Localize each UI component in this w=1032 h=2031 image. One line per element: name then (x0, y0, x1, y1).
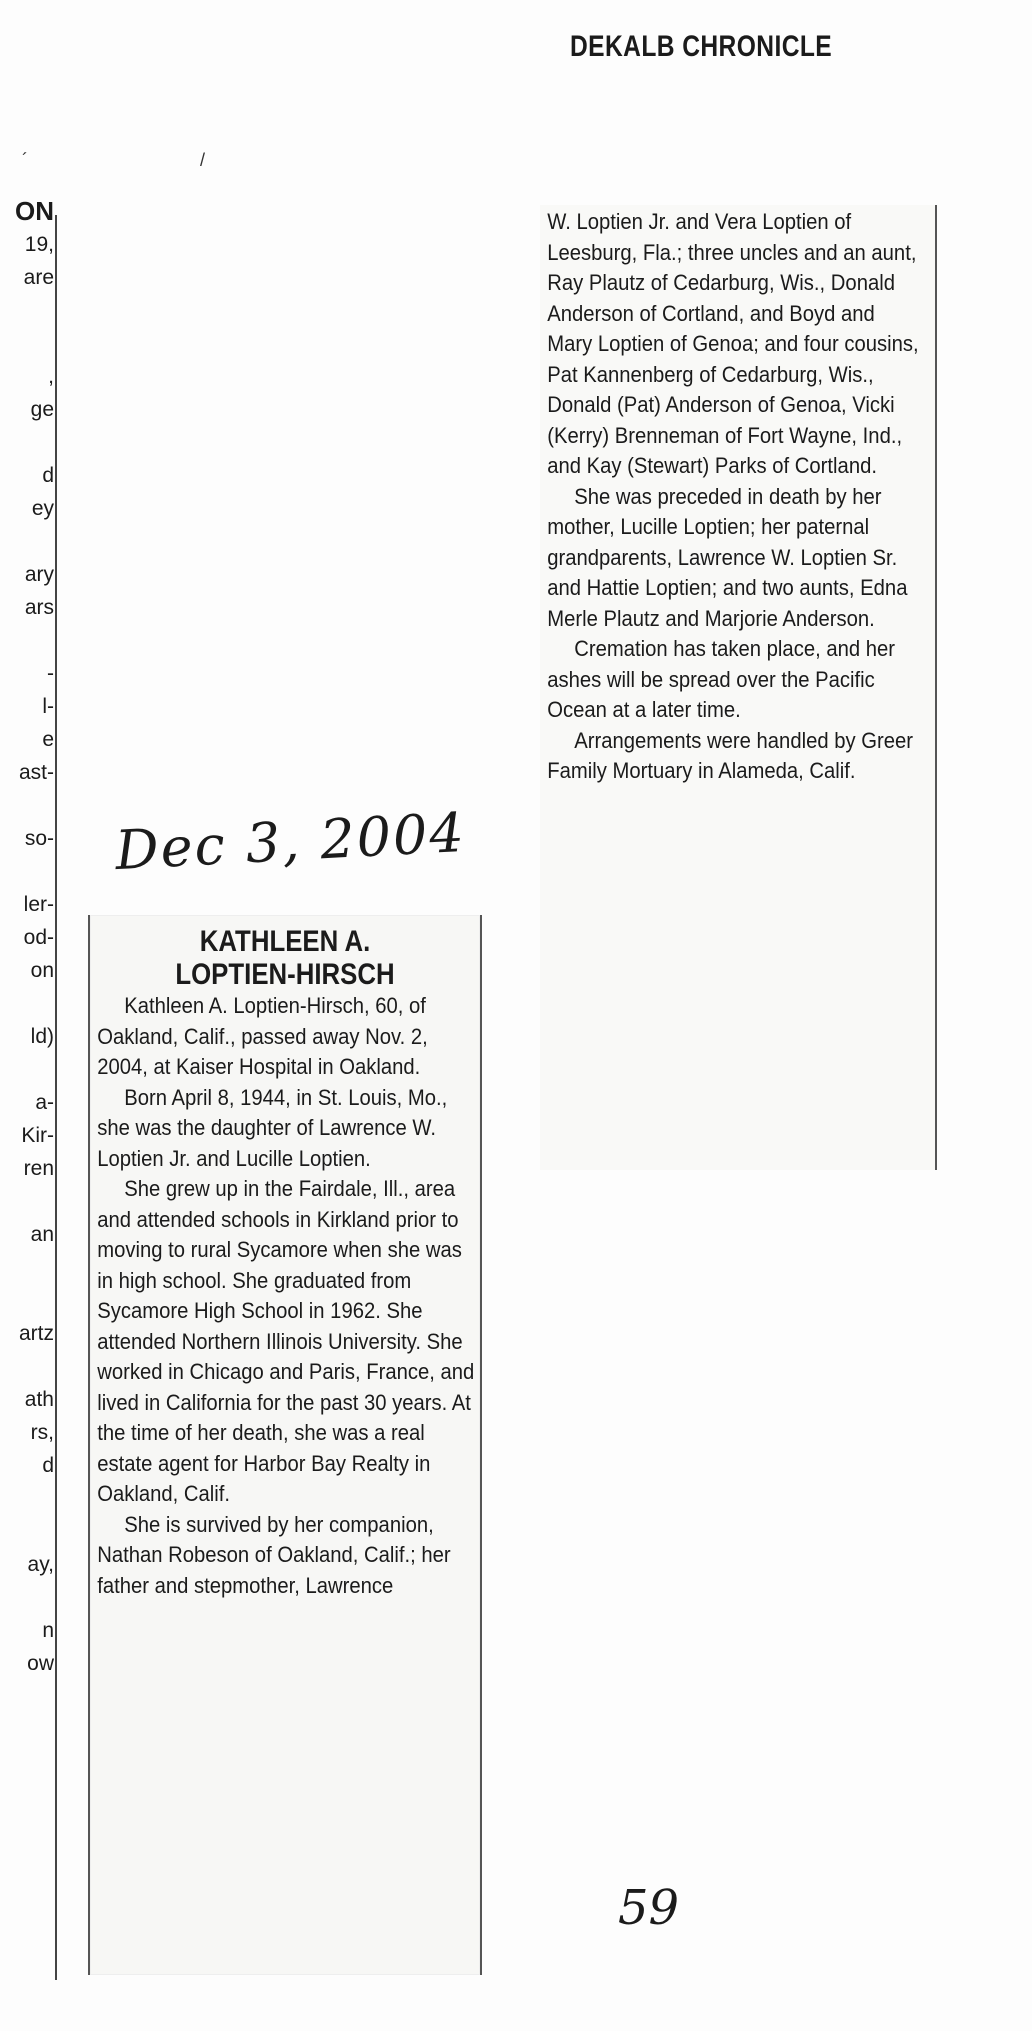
left-fragment: so- (24, 827, 54, 850)
left-fragment: are (23, 266, 54, 289)
obituary-continued-body (540, 205, 934, 787)
left-fragment: Kir- (21, 1124, 54, 1147)
left-fragment: ld) (30, 1025, 54, 1048)
left-fragment: ast- (18, 761, 54, 784)
left-fragment (0, 1251, 54, 1284)
obituary-body (90, 991, 484, 1601)
left-fragment: a- (35, 1091, 54, 1114)
left-fragment (0, 1482, 54, 1515)
left-fragment (0, 1515, 54, 1548)
obituary-title-line2: LOPTIEN-HIRSCH (175, 958, 395, 991)
left-fragment (0, 1284, 54, 1317)
obituary-paragraph: She grew up in the Fairdale, Ill., area and attended schools in Kirkland prior to moving to rural Sycamore when she was in high school. She graduated from Sycamore High School in 1962. She attended Northern Illinois University. She worked in Chicago and Paris, France, and lived in California for the past 30 years. At the time of her death, she was a real estate agent for Harbor Bay Realty in Oakland, Calif. (97, 1176, 475, 1506)
obituary-paragraph: She is survived by her companion, Nathan Robeson of Oakland, Calif.; her father and stepmother, Lawrence (97, 1511, 451, 1598)
left-fragment (0, 789, 54, 822)
column-rule (55, 215, 57, 1980)
left-fragment (0, 624, 54, 657)
left-fragment: 19, (24, 233, 54, 256)
obituary-paragraph: Arrangements were handled by Greer Family Mortuary in Alameda, Calif. (547, 727, 914, 783)
left-fragment: ay, (27, 1553, 54, 1576)
left-fragment (0, 1053, 54, 1086)
left-fragment: d (42, 464, 54, 487)
left-fragment: ars (24, 596, 54, 619)
left-fragment: an (30, 1223, 54, 1246)
left-fragment: od- (23, 926, 54, 949)
obituary-paragraph: Kathleen A. Loptien-Hirsch, 60, of Oakland, Calif., passed away Nov. 2, 2004, at Kaiser Hospital in Oakland. (97, 993, 428, 1079)
left-fragment: - (47, 662, 54, 685)
left-fragment: ren (23, 1157, 54, 1180)
left-fragment: ow (27, 1652, 54, 1675)
left-fragment: ey (31, 497, 54, 520)
left-fragment: e (42, 728, 54, 751)
left-fragment (0, 1581, 54, 1614)
left-fragment: ler- (23, 893, 54, 916)
left-fragment: ary (24, 563, 54, 586)
clipped-left-column (0, 195, 54, 1680)
left-fragment: ge (30, 398, 54, 421)
obituary-paragraph: She was preceded in death by her mother, Lucille Loptien; her paternal grandparents, Lawrence W. Loptien Sr. and Hattie Loptien; and two aunts, Edna Merle Plautz and Marjorie Anderson. (547, 483, 908, 631)
left-fragment: , (48, 365, 54, 388)
left-fragment: n (42, 1619, 54, 1642)
scan-mark: ´ (22, 150, 28, 170)
obituary-title (117, 925, 452, 991)
left-fragment (0, 855, 54, 888)
handwritten-date: Dec 3, 2004 (113, 800, 468, 883)
obituary-clipping (88, 915, 482, 1975)
left-fragment: d (42, 1454, 54, 1477)
left-fragment (0, 525, 54, 558)
handwritten-page-number: 59 (618, 1880, 680, 1936)
obituary-paragraph: W. Loptien Jr. and Vera Loptien of Leesburg, Fla.; three uncles and an aunt, Ray Plautz of Cedarburg, Wis., Donald Anderson of Cortland, and Boyd and Mary Loptien of Genoa; and four cousins, Pat Kannenberg of Cedarburg, Wis., Donald (Pat) Anderson of Genoa, Vicki (Kerry) Brenneman of Fort Wayne, Ind., and Kay (Stewart) Parks of Cortland. (547, 209, 919, 478)
newspaper-masthead: DEKALB CHRONICLE (570, 30, 833, 63)
left-fragment: ON (15, 196, 54, 226)
obituary-continued-clipping (540, 205, 937, 1170)
scan-mark: / (200, 150, 206, 170)
obituary-paragraph: Cremation has taken place, and her ashes will be spread over the Pacific Ocean at a later time. (547, 636, 896, 722)
left-fragment (0, 1185, 54, 1218)
left-fragment: artz (18, 1322, 54, 1345)
left-fragment: l- (42, 695, 54, 718)
left-fragment (0, 426, 54, 459)
left-fragment: on (30, 959, 54, 982)
left-fragment (0, 294, 54, 327)
left-fragment (0, 327, 54, 360)
left-fragment (0, 1350, 54, 1383)
obituary-paragraph: Born April 8, 1944, in St. Louis, Mo., she was the daughter of Lawrence W. Loptien Jr. and Lucille Loptien. (97, 1084, 448, 1171)
left-fragment: ath (24, 1388, 54, 1411)
obituary-title-line1: KATHLEEN A. (199, 925, 371, 958)
left-fragment (0, 987, 54, 1020)
left-fragment: rs, (30, 1421, 54, 1444)
